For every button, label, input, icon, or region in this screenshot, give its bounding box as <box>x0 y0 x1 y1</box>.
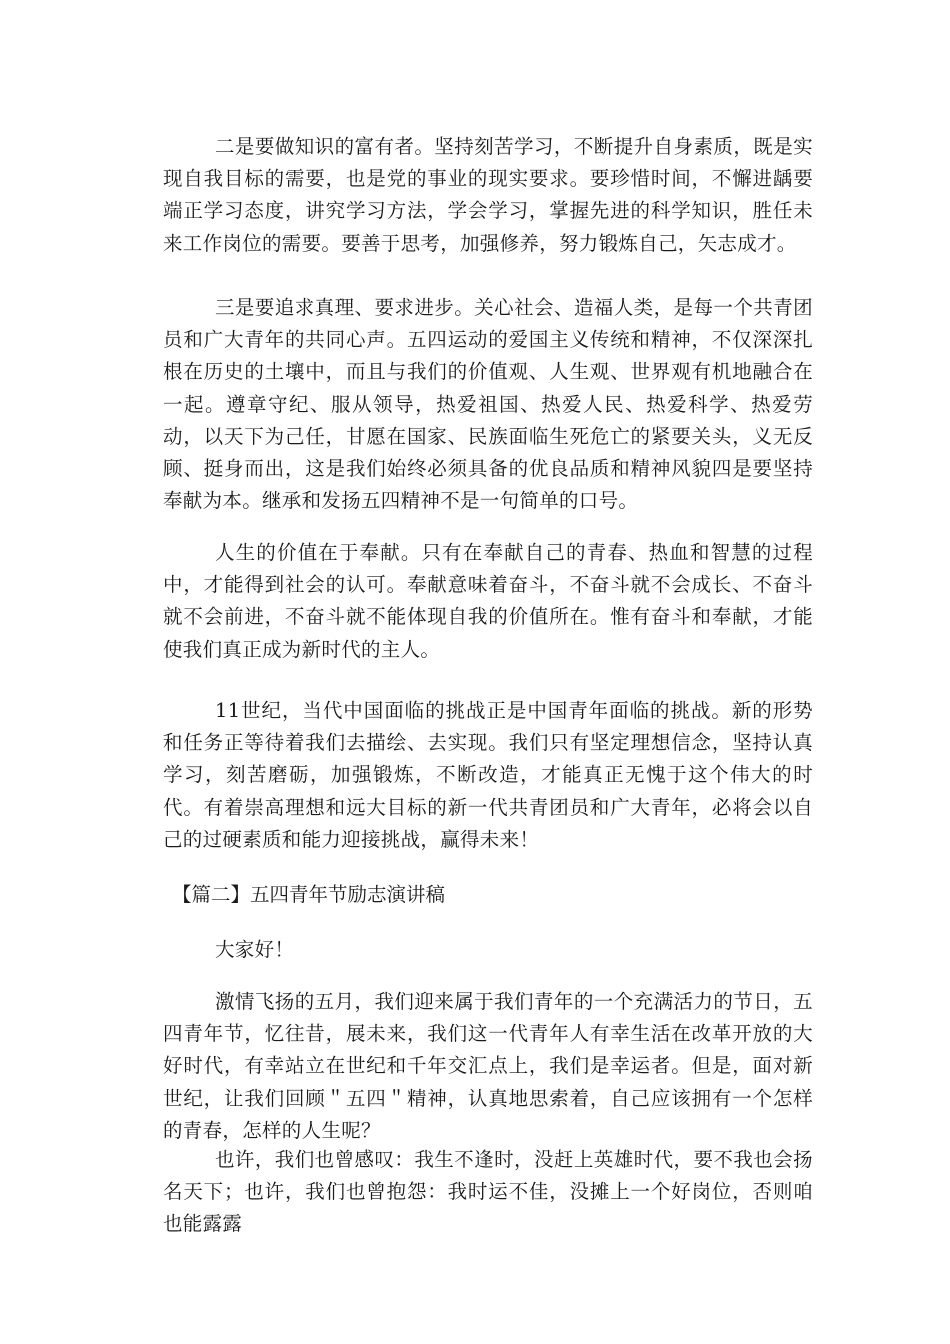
paragraph-knowledge: 二是要做知识的富有者。坚持刻苦学习，不断提升自身素质，既是实现自我目标的需要，也是党的事业的现实要求。要珍惜时间，不懈进龋要端正学习态度，讲究学习方法，学会学习，掌握先进的科学知识，胜任未来工作岗位的需要。要善于思考，加强修养，努力锻炼自己，矢志成才。 <box>163 135 813 255</box>
greeting: 大家好！ <box>215 938 295 961</box>
paragraph-dedication: 人生的价值在于奉献。只有在奉献自己的青春、热血和智慧的过程中，才能得到社会的认可。奉献意味着奋斗，不奋斗就不会成长、不奋斗就不会前进，不奋斗就不能体现自我的价值所在。惟有奋斗和奉献，才能使我们真正成为新时代的主人。 <box>163 541 813 661</box>
paragraph-speech-lament: 也许，我们也曾感叹：我生不逢时，没赶上英雄时代，要不我也会扬名天下；也许，我们也曾抱怨：我时运不佳，没摊上一个好岗位，否则咱也能露露 <box>163 1148 813 1236</box>
section-heading: 【篇二】五四青年节励志演讲稿 <box>172 883 446 906</box>
paragraph-challenge: 11世纪，当代中国面临的挑战正是中国青年面临的挑战。新的形势和任务正等待着我们去描绘、去实现。我们只有坚定理想信念，坚持认真学习，刻苦磨砺，加强锻炼，不断改造，才能真正无愧于这个伟大的时代。有着崇高理想和远大目标的新一代共青团员和广大青年，必将会以自己的过硬素质和能力迎接挑战，赢得未来！ <box>163 699 813 851</box>
paragraph-speech-intro: 激情飞扬的五月，我们迎来属于我们青年的一个充满活力的节日，五四青年节，忆往昔，展未来，我们这一代青年人有幸生活在改革开放的大好时代，有幸站立在世纪和千年交汇点上，我们是幸运者。但是，面对新世纪，让我们回顾＂五四＂精神，认真地思索着，自己应该拥有一个怎样的青春，怎样的人生呢？ <box>163 990 813 1142</box>
paragraph-truth: 三是要追求真理、要求进步。关心社会、造福人类，是每一个共青团员和广大青年的共同心声。五四运动的爱国主义传统和精神，不仅深深扎根在历史的土壤中，而且与我们的价值观、人生观、世界观有机地融合在一起。遵章守纪、服从领导，热爱祖国、热爱人民、热爱科学、热爱劳动，以天下为己任，甘愿在国家、民族面临生死危亡的紧要关头，义无反顾、挺身而出，这是我们始终必须具备的优良品质和精神风貌四是要坚持奉献为本。继承和发扬五四精神不是一句简单的口号。 <box>163 296 813 513</box>
